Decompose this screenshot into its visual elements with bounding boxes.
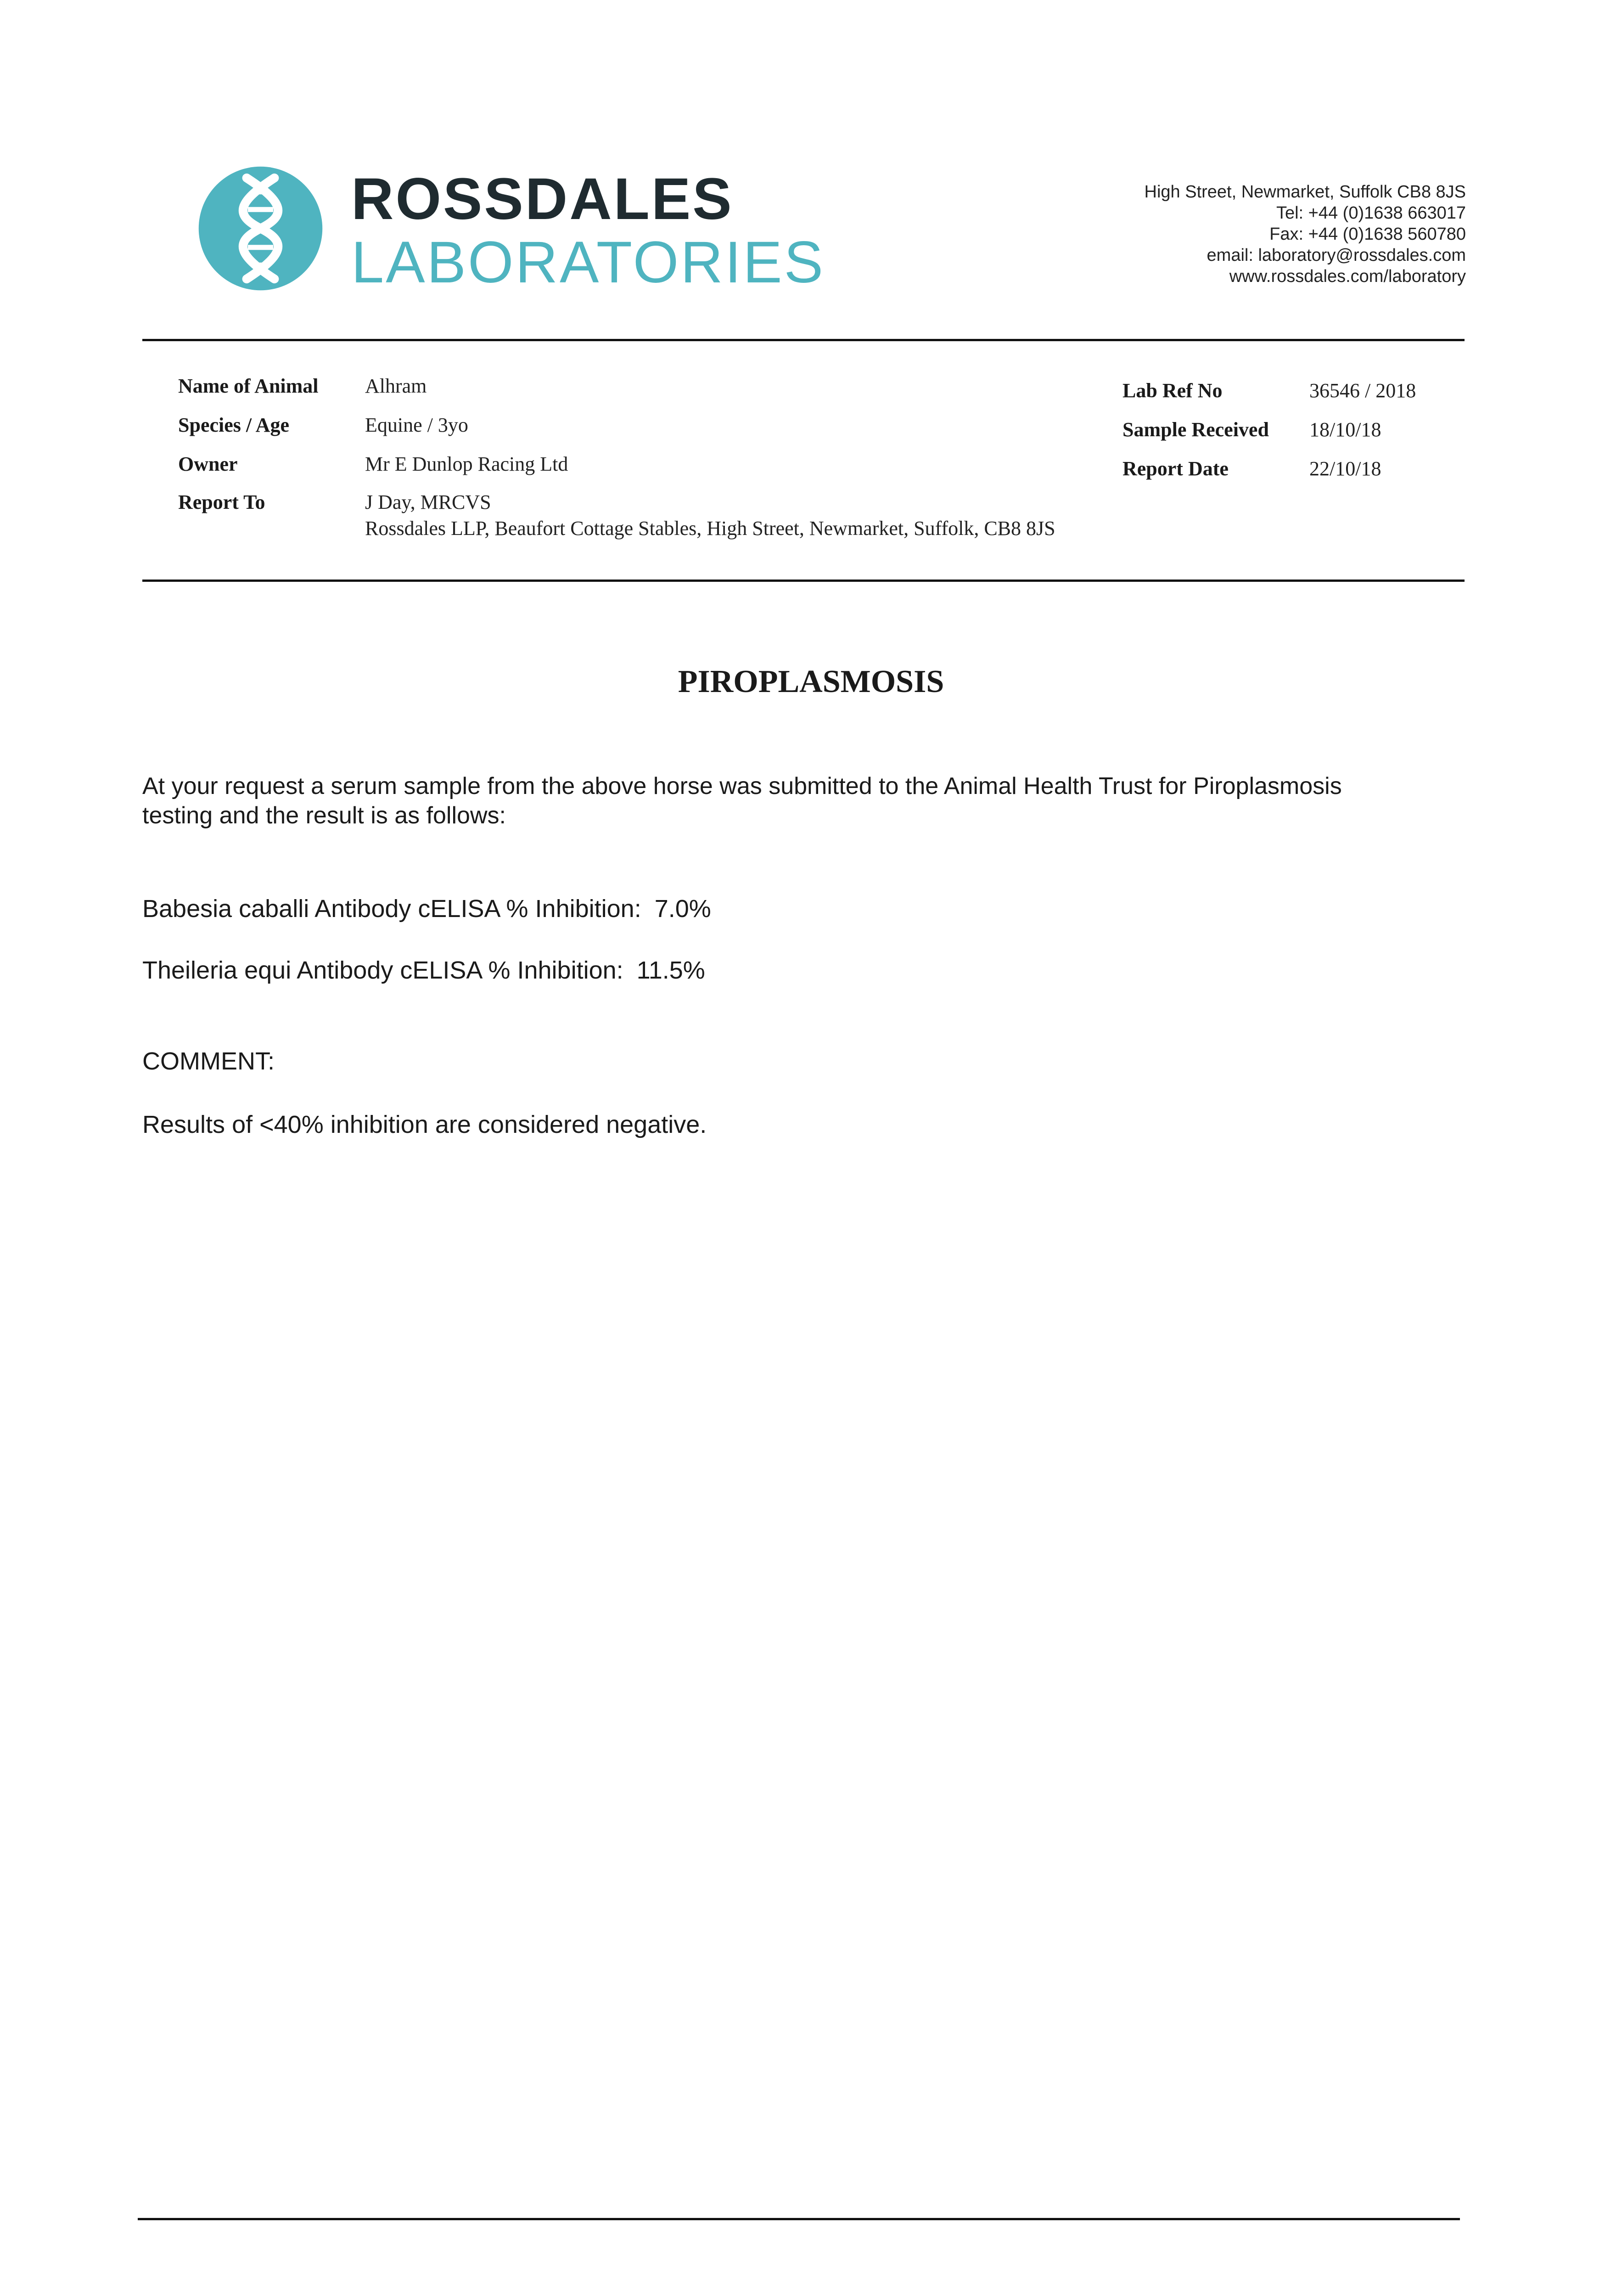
result-theileria-label: Theileria equi Antibody cELISA % Inhibition:	[142, 957, 623, 984]
name-of-animal-label: Name of Animal	[178, 375, 319, 397]
report-date-value: 22/10/18	[1309, 457, 1381, 480]
intro-line-2: testing and the result is as follows:	[142, 802, 506, 829]
owner-label: Owner	[178, 453, 238, 475]
footer-divider	[138, 2218, 1460, 2220]
result-theileria-value: 11.5%	[636, 957, 705, 984]
result-theileria	[142, 956, 705, 985]
brand-subtitle: LABORATORIES	[351, 230, 825, 295]
phone-line: Tel: +44 (0)1638 663017	[1276, 203, 1466, 223]
species-age-value: Equine / 3yo	[365, 414, 468, 436]
report-title: PIROPLASMOSIS	[678, 664, 944, 699]
report-to-label: Report To	[178, 491, 265, 513]
brand-name: ROSSDALES	[351, 166, 734, 232]
species-age-label: Species / Age	[178, 414, 289, 436]
owner-value: Mr E Dunlop Racing Ltd	[365, 453, 568, 475]
report-date-label: Report Date	[1122, 457, 1229, 480]
intro-line-1: At your request a serum sample from the above horse was submitted to the Animal Health Trust for Piroplasmosis	[142, 773, 1342, 799]
info-divider	[142, 580, 1465, 582]
lab-ref-value: 36546 / 2018	[1309, 379, 1416, 402]
result-babesia	[142, 895, 711, 923]
intro-paragraph	[142, 771, 1474, 830]
result-babesia-label: Babesia caballi Antibody cELISA % Inhibition:	[142, 895, 641, 923]
sample-received-value: 18/10/18	[1309, 418, 1381, 441]
lab-address-block	[1145, 181, 1466, 287]
rossdales-dna-logo	[197, 165, 324, 292]
comment-text: Results of <40% inhibition are considered negative.	[142, 1111, 707, 1138]
address-line: High Street, Newmarket, Suffolk CB8 8JS	[1144, 182, 1466, 202]
name-of-animal-value: Alhram	[365, 375, 427, 397]
lab-ref-label: Lab Ref No	[1122, 379, 1223, 402]
email-line: email: laboratory@rossdales.com	[1207, 246, 1466, 265]
comment-heading: COMMENT:	[142, 1047, 275, 1075]
website-line: www.rossdales.com/laboratory	[1229, 267, 1466, 286]
header-divider	[142, 339, 1465, 341]
sample-received-label: Sample Received	[1122, 418, 1269, 441]
fax-line: Fax: +44 (0)1638 560780	[1269, 225, 1466, 244]
report-to-name: J Day, MRCVS	[365, 491, 491, 513]
report-to-address: Rossdales LLP, Beaufort Cottage Stables, High Street, Newmarket, Suffolk, CB8 8JS	[365, 517, 1055, 540]
result-babesia-value: 7.0%	[654, 895, 711, 923]
